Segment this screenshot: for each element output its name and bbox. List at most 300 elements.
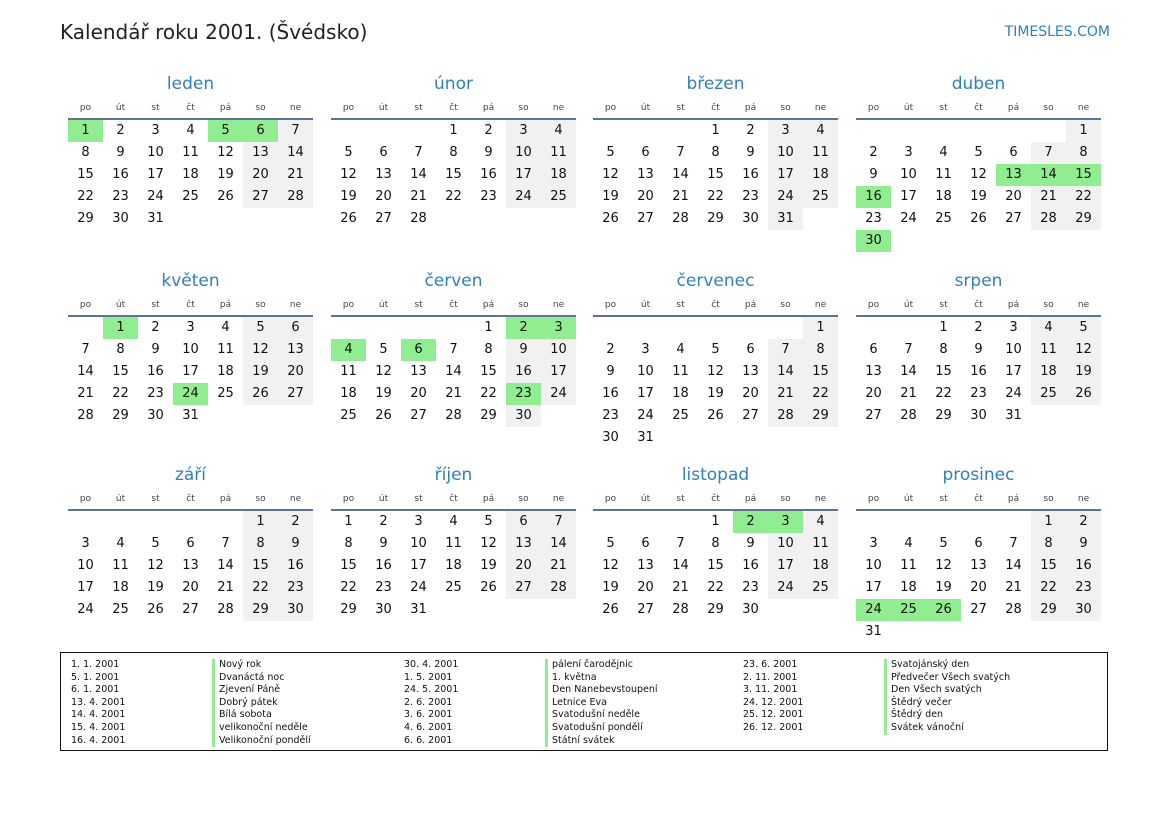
day-cell: 5 <box>606 145 615 160</box>
day-cell: 7 <box>904 342 913 357</box>
day-cell: 15 <box>340 558 357 573</box>
day-cell: 30 <box>602 430 619 445</box>
day-cell: 30 <box>112 211 129 226</box>
day-cell: 17 <box>768 555 803 577</box>
day-cell: 12 <box>602 558 619 573</box>
legend-holiday-name: Předvečer Všech svatých <box>884 672 1010 685</box>
legend-dates-column <box>71 659 125 747</box>
day-cell: 2 <box>746 123 755 138</box>
day-cell: 10 <box>410 536 427 551</box>
day-cell: 9 <box>606 364 615 379</box>
day-cell: 28 <box>77 408 94 423</box>
day-cell: 24 <box>506 186 541 208</box>
empty-cell <box>961 120 996 142</box>
legend-date: 15. 4. 2001 <box>71 721 126 733</box>
day-cell: 4 <box>186 123 195 138</box>
holiday-day: 16 <box>856 186 891 208</box>
month-říjen <box>331 463 576 621</box>
day-cell: 9 <box>974 342 983 357</box>
day-cell: 7 <box>676 145 685 160</box>
legend-date: 4. 6. 2001 <box>404 721 453 733</box>
day-cell: 3 <box>186 320 195 335</box>
day-cell: 3 <box>768 120 803 142</box>
day-cell: 11 <box>217 342 234 357</box>
holiday-day: 1 <box>68 120 103 142</box>
day-cell: 28 <box>1031 208 1066 230</box>
day-cell: 16 <box>278 555 313 577</box>
empty-cell <box>926 511 961 533</box>
day-cell: 20 <box>278 361 313 383</box>
day-cell: 11 <box>182 145 199 160</box>
legend-holiday-name: pálení čarodějnic <box>545 659 658 672</box>
weekday-label: ne <box>552 300 565 310</box>
weekday-label: po <box>79 494 92 504</box>
day-cell: 10 <box>1005 342 1022 357</box>
day-cell: 18 <box>541 164 576 186</box>
empty-cell <box>68 317 103 339</box>
day-cell: 2 <box>116 123 125 138</box>
empty-cell <box>103 511 138 533</box>
day-cell: 3 <box>414 514 423 529</box>
day-cell: 12 <box>480 536 497 551</box>
day-cell: 12 <box>1066 339 1101 361</box>
day-cell: 10 <box>900 167 917 182</box>
day-cell: 24 <box>768 577 803 599</box>
day-cell: 7 <box>1009 536 1018 551</box>
day-cell: 13 <box>742 364 759 379</box>
day-cell: 11 <box>900 558 917 573</box>
day-cell: 16 <box>742 558 759 573</box>
month-srpen <box>856 269 1101 427</box>
legend-names-column <box>884 659 1010 735</box>
day-cell: 29 <box>1066 208 1101 230</box>
weekday-header <box>68 295 313 315</box>
day-cell: 3 <box>641 342 650 357</box>
day-cell: 1 <box>803 317 838 339</box>
day-cell: 28 <box>217 602 234 617</box>
day-cell: 9 <box>506 339 541 361</box>
day-cell: 21 <box>900 386 917 401</box>
weekday-label: pá <box>744 300 757 310</box>
empty-cell <box>68 511 103 533</box>
day-cell: 11 <box>672 364 689 379</box>
weekday-label: so <box>780 494 791 504</box>
weekday-label: čt <box>186 300 195 310</box>
day-grid <box>593 317 838 449</box>
weekday-label: st <box>676 494 685 504</box>
day-cell: 28 <box>900 408 917 423</box>
day-cell: 21 <box>672 580 689 595</box>
day-cell: 4 <box>541 120 576 142</box>
day-cell: 8 <box>81 145 90 160</box>
legend-holiday-name: Státní svátek <box>545 735 658 748</box>
legend-names-column <box>212 659 311 747</box>
day-cell: 30 <box>278 599 313 621</box>
day-cell: 26 <box>243 383 278 405</box>
day-cell: 18 <box>445 558 462 573</box>
empty-cell <box>401 317 436 339</box>
weekday-label: po <box>867 300 880 310</box>
weekday-header <box>593 489 838 509</box>
weekday-label: po <box>867 103 880 113</box>
day-cell: 28 <box>672 211 689 226</box>
day-grid <box>856 120 1101 252</box>
weekday-header <box>856 489 1101 509</box>
day-cell: 30 <box>147 408 164 423</box>
day-grid <box>593 511 838 621</box>
day-cell: 31 <box>637 430 654 445</box>
day-cell: 31 <box>768 208 803 230</box>
day-cell: 18 <box>340 386 357 401</box>
day-cell: 17 <box>541 361 576 383</box>
empty-cell <box>138 511 173 533</box>
day-cell: 11 <box>1031 339 1066 361</box>
empty-cell <box>366 120 401 142</box>
day-cell: 8 <box>484 342 493 357</box>
day-grid <box>68 317 313 427</box>
month-name: květen <box>161 271 220 291</box>
day-cell: 1 <box>1066 120 1101 142</box>
day-cell: 21 <box>410 189 427 204</box>
weekday-label: so <box>1043 103 1054 113</box>
day-cell: 30 <box>375 602 392 617</box>
weekday-label: ne <box>289 494 302 504</box>
day-cell: 14 <box>541 533 576 555</box>
day-cell: 25 <box>935 211 952 226</box>
day-grid <box>856 511 1101 643</box>
holiday-day: 6 <box>243 120 278 142</box>
weekday-label: út <box>115 103 126 113</box>
day-cell: 27 <box>410 408 427 423</box>
day-cell: 19 <box>340 189 357 204</box>
day-cell: 20 <box>742 386 759 401</box>
holiday-legend <box>60 652 1108 751</box>
legend-holiday-name: Svátek vánoční <box>884 722 1010 735</box>
day-cell: 25 <box>112 602 129 617</box>
legend-date: 1. 1. 2001 <box>71 659 120 670</box>
weekday-label: út <box>903 103 914 113</box>
day-cell: 22 <box>1066 186 1101 208</box>
legend-dates-column <box>743 659 803 735</box>
day-cell: 22 <box>803 383 838 405</box>
day-cell: 29 <box>1031 599 1066 621</box>
day-cell: 15 <box>112 364 129 379</box>
day-cell: 10 <box>147 145 164 160</box>
day-cell: 18 <box>672 386 689 401</box>
day-cell: 8 <box>243 533 278 555</box>
weekday-label: út <box>640 494 651 504</box>
empty-cell <box>891 120 926 142</box>
day-cell: 29 <box>707 211 724 226</box>
day-cell: 15 <box>480 364 497 379</box>
day-cell: 12 <box>217 145 234 160</box>
brand-link[interactable]: TIMESLES.COM <box>1004 24 1110 40</box>
day-cell: 26 <box>970 211 987 226</box>
day-cell: 20 <box>637 580 654 595</box>
day-cell: 7 <box>1031 142 1066 164</box>
day-cell: 20 <box>1005 189 1022 204</box>
month-name: leden <box>166 74 215 94</box>
day-cell: 24 <box>1005 386 1022 401</box>
day-cell: 20 <box>182 580 199 595</box>
day-cell: 1 <box>1031 511 1066 533</box>
weekday-label: ne <box>289 103 302 113</box>
holiday-day: 3 <box>541 317 576 339</box>
day-cell: 17 <box>637 386 654 401</box>
day-cell: 13 <box>375 167 392 182</box>
day-cell: 22 <box>1031 577 1066 599</box>
weekday-label: pá <box>219 494 232 504</box>
day-cell: 15 <box>1031 555 1066 577</box>
day-cell: 14 <box>900 364 917 379</box>
legend-date: 13. 4. 2001 <box>71 696 126 708</box>
day-cell: 6 <box>641 145 650 160</box>
day-cell: 25 <box>803 577 838 599</box>
day-cell: 14 <box>77 364 94 379</box>
day-cell: 13 <box>970 558 987 573</box>
day-cell: 26 <box>602 602 619 617</box>
day-cell: 19 <box>707 386 724 401</box>
day-cell: 17 <box>410 558 427 573</box>
day-cell: 5 <box>484 514 493 529</box>
holiday-day: 23 <box>506 383 541 405</box>
day-cell: 31 <box>182 408 199 423</box>
day-cell: 6 <box>641 536 650 551</box>
legend-date: 1. 5. 2001 <box>404 671 453 683</box>
day-cell: 29 <box>480 408 497 423</box>
day-cell: 28 <box>541 577 576 599</box>
month-únor <box>331 72 576 230</box>
day-cell: 27 <box>742 408 759 423</box>
day-cell: 29 <box>340 602 357 617</box>
legend-date: 30. 4. 2001 <box>404 659 459 670</box>
day-cell: 22 <box>112 386 129 401</box>
day-cell: 5 <box>344 145 353 160</box>
day-cell: 4 <box>676 342 685 357</box>
legend-date: 23. 6. 2001 <box>743 659 798 670</box>
day-cell: 18 <box>803 164 838 186</box>
legend-holiday-name: Velikonoční pondělí <box>212 735 311 748</box>
empty-cell <box>628 511 663 533</box>
holiday-day: 1 <box>103 317 138 339</box>
legend-holiday-name: Svatojánský den <box>884 659 1010 672</box>
day-cell: 3 <box>151 123 160 138</box>
day-cell: 17 <box>865 580 882 595</box>
day-cell: 29 <box>803 405 838 427</box>
day-cell: 17 <box>768 164 803 186</box>
day-cell: 14 <box>410 167 427 182</box>
day-cell: 22 <box>707 189 724 204</box>
day-cell: 23 <box>147 386 164 401</box>
day-cell: 2 <box>869 145 878 160</box>
day-cell: 27 <box>1005 211 1022 226</box>
weekday-label: pá <box>482 103 495 113</box>
day-cell: 8 <box>1031 533 1066 555</box>
day-grid <box>331 120 576 230</box>
weekday-label: po <box>867 494 880 504</box>
day-cell: 5 <box>243 317 278 339</box>
weekday-label: pá <box>219 103 232 113</box>
weekday-label: čt <box>186 103 195 113</box>
day-cell: 14 <box>1005 558 1022 573</box>
month-name: září <box>174 465 207 485</box>
legend-holiday-name: Dvanáctá noc <box>212 672 311 685</box>
day-cell: 15 <box>707 167 724 182</box>
day-cell: 21 <box>1005 580 1022 595</box>
day-cell: 8 <box>803 339 838 361</box>
day-cell: 28 <box>410 211 427 226</box>
legend-names-column <box>545 659 658 747</box>
day-cell: 18 <box>1031 361 1066 383</box>
day-cell: 4 <box>803 511 838 533</box>
day-cell: 22 <box>707 580 724 595</box>
weekday-label: ne <box>1077 300 1090 310</box>
day-cell: 15 <box>445 167 462 182</box>
day-cell: 25 <box>217 386 234 401</box>
day-cell: 18 <box>803 555 838 577</box>
day-cell: 23 <box>480 189 497 204</box>
month-name: duben <box>951 74 1006 94</box>
weekday-label: čt <box>449 103 458 113</box>
day-cell: 26 <box>480 580 497 595</box>
day-cell: 23 <box>602 408 619 423</box>
day-cell: 16 <box>602 386 619 401</box>
day-cell: 18 <box>900 580 917 595</box>
weekday-label: ne <box>814 494 827 504</box>
weekday-label: st <box>939 300 948 310</box>
legend-date: 6. 6. 2001 <box>404 734 453 746</box>
weekday-header <box>856 98 1101 118</box>
day-cell: 17 <box>77 580 94 595</box>
day-cell: 7 <box>768 339 803 361</box>
day-cell: 1 <box>484 320 493 335</box>
empty-cell <box>768 317 803 339</box>
month-name: červenec <box>676 271 755 291</box>
day-cell: 28 <box>768 405 803 427</box>
day-cell: 16 <box>112 167 129 182</box>
weekday-label: st <box>414 494 423 504</box>
day-cell: 4 <box>449 514 458 529</box>
legend-date: 16. 4. 2001 <box>71 734 126 746</box>
day-cell: 27 <box>375 211 392 226</box>
day-cell: 21 <box>77 386 94 401</box>
day-cell: 1 <box>243 511 278 533</box>
empty-cell <box>628 120 663 142</box>
weekday-header <box>331 489 576 509</box>
day-cell: 20 <box>506 555 541 577</box>
day-cell: 11 <box>803 142 838 164</box>
legend-holiday-name: Den Všech svatých <box>884 684 1010 697</box>
day-cell: 22 <box>77 189 94 204</box>
weekday-label: so <box>255 300 266 310</box>
empty-cell <box>733 317 768 339</box>
weekday-label: čt <box>974 300 983 310</box>
day-cell: 2 <box>278 511 313 533</box>
empty-cell <box>961 511 996 533</box>
day-cell: 9 <box>746 536 755 551</box>
day-cell: 12 <box>147 558 164 573</box>
empty-cell <box>996 511 1031 533</box>
holiday-day: 2 <box>733 511 768 533</box>
weekday-label: út <box>115 300 126 310</box>
day-cell: 4 <box>221 320 230 335</box>
day-cell: 9 <box>1066 533 1101 555</box>
day-cell: 13 <box>506 533 541 555</box>
day-cell: 6 <box>746 342 755 357</box>
day-cell: 13 <box>182 558 199 573</box>
empty-cell <box>208 511 243 533</box>
day-cell: 20 <box>970 580 987 595</box>
day-cell: 26 <box>217 189 234 204</box>
weekday-label: st <box>151 103 160 113</box>
weekday-label: pá <box>1007 494 1020 504</box>
day-cell: 29 <box>112 408 129 423</box>
weekday-label: so <box>1043 494 1054 504</box>
weekday-label: ne <box>814 103 827 113</box>
day-cell: 28 <box>1005 602 1022 617</box>
day-cell: 22 <box>480 386 497 401</box>
legend-holiday-name: Zjevení Páně <box>212 684 311 697</box>
weekday-label: čt <box>711 300 720 310</box>
day-cell: 7 <box>676 536 685 551</box>
empty-cell <box>926 120 961 142</box>
day-cell: 13 <box>865 364 882 379</box>
legend-date: 24. 12. 2001 <box>743 696 804 708</box>
day-cell: 11 <box>340 364 357 379</box>
day-cell: 5 <box>379 342 388 357</box>
month-prosinec <box>856 463 1101 643</box>
day-cell: 25 <box>445 580 462 595</box>
weekday-label: út <box>378 494 389 504</box>
legend-holiday-name: Štědrý večer <box>884 697 1010 710</box>
day-cell: 12 <box>602 167 619 182</box>
legend-date: 2. 11. 2001 <box>743 671 798 683</box>
day-cell: 10 <box>768 142 803 164</box>
day-cell: 7 <box>81 342 90 357</box>
day-cell: 26 <box>602 211 619 226</box>
weekday-label: pá <box>744 103 757 113</box>
day-cell: 1 <box>449 123 458 138</box>
day-cell: 3 <box>904 145 913 160</box>
day-cell: 29 <box>77 211 94 226</box>
day-cell: 22 <box>445 189 462 204</box>
day-cell: 16 <box>506 361 541 383</box>
empty-cell <box>401 120 436 142</box>
empty-cell <box>856 511 891 533</box>
day-cell: 21 <box>672 189 689 204</box>
day-cell: 29 <box>935 408 952 423</box>
empty-cell <box>593 317 628 339</box>
day-cell: 31 <box>1005 408 1022 423</box>
month-name: únor <box>434 74 473 94</box>
month-leden <box>68 72 313 230</box>
day-cell: 8 <box>711 145 720 160</box>
weekday-header <box>593 295 838 315</box>
day-cell: 8 <box>449 145 458 160</box>
month-name: říjen <box>434 465 473 485</box>
empty-cell <box>436 317 471 339</box>
weekday-header <box>68 98 313 118</box>
day-cell: 10 <box>637 364 654 379</box>
holiday-day: 6 <box>401 339 436 361</box>
day-cell: 12 <box>970 167 987 182</box>
weekday-label: po <box>604 300 617 310</box>
day-cell: 13 <box>637 167 654 182</box>
weekday-label: ne <box>552 103 565 113</box>
legend-holiday-name: velikonoční neděle <box>212 722 311 735</box>
day-cell: 15 <box>77 167 94 182</box>
day-cell: 19 <box>243 361 278 383</box>
